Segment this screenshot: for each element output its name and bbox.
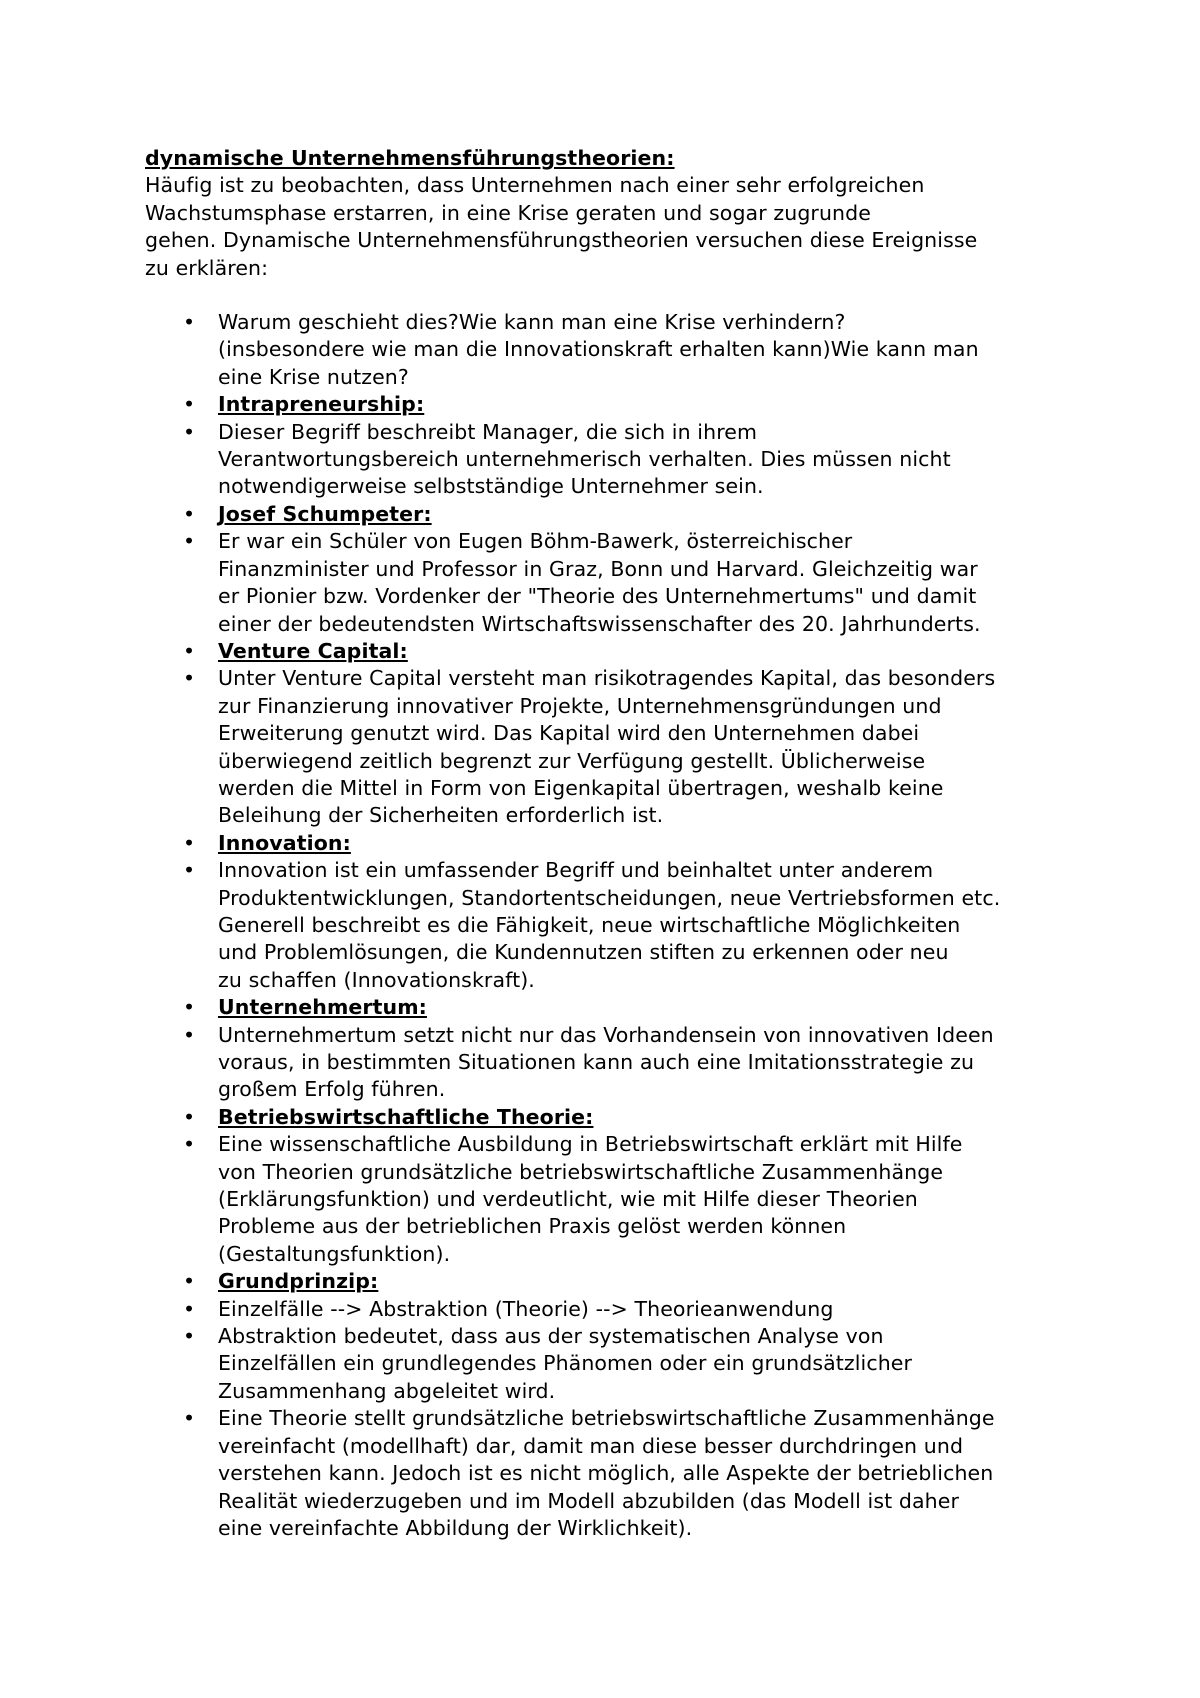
- text-line: großem Erfolg führen.: [218, 1077, 446, 1102]
- text-line: Generell beschreibt es die Fähigkeit, neue wirtschaftliche Möglichkeiten: [218, 912, 961, 937]
- bullet-icon: •: [183, 501, 196, 526]
- bullet-icon: •: [183, 858, 196, 883]
- section-heading-text: [218, 392, 424, 416]
- list-item: [145, 857, 1080, 994]
- text-line: Unternehmertum:: [218, 995, 427, 1020]
- bullet-icon: •: [183, 638, 196, 663]
- bullet-icon: •: [183, 1022, 196, 1047]
- intro-line: zu erklären:: [145, 255, 269, 280]
- text-line: Finanzminister und Professor in Graz, Bonn und Harvard. Gleichzeitig war: [218, 556, 978, 581]
- intro-line: Wachstumsphase erstarren, in eine Krise geraten und sogar zugrunde: [145, 200, 871, 225]
- text-line: eine Krise nutzen?: [218, 364, 409, 389]
- section-heading-item: [145, 830, 1080, 857]
- intro-line: Häufig ist zu beobachten, dass Unternehmen nach einer sehr erfolgreichen: [145, 173, 925, 198]
- text-line: Erweiterung genutzt wird. Das Kapital wird den Unternehmen dabei: [218, 721, 920, 746]
- text-line: verstehen kann. Jedoch ist es nicht möglich, alle Aspekte der betrieblichen: [218, 1461, 994, 1486]
- list-item: [145, 309, 1080, 391]
- text-line: Verantwortungsbereich unternehmerisch verhalten. Dies müssen nicht: [218, 447, 951, 472]
- text-line: von Theorien grundsätzliche betriebswirtschaftliche Zusammenhänge: [218, 1159, 944, 1184]
- document-title: dynamische Unternehmensführungstheorien:: [145, 146, 675, 170]
- text-line: Produktentwicklungen, Standortentscheidungen, neue Vertriebsformen etc.: [218, 885, 1001, 910]
- text-line: (insbesondere wie man die Innovationskraft erhalten kann)Wie kann man: [218, 337, 979, 362]
- list-item-text: [218, 1132, 963, 1266]
- text-line: Betriebswirtschaftliche Theorie:: [218, 1104, 594, 1129]
- section-heading-text: [218, 502, 432, 526]
- list-item-text: [218, 1297, 833, 1321]
- list-item: [145, 1131, 1080, 1268]
- text-line: Grundprinzip:: [218, 1269, 379, 1294]
- text-line: vereinfacht (modellhaft) dar, damit man diese besser durchdringen und: [218, 1433, 964, 1458]
- text-line: Unternehmertum setzt nicht nur das Vorhandensein von innovativen Ideen: [218, 1022, 994, 1047]
- text-line: voraus, in bestimmten Situationen kann auch eine Imitationsstrategie zu: [218, 1050, 975, 1074]
- text-line: Er war ein Schüler von Eugen Böhm-Bawerk, österreichischer: [218, 529, 853, 554]
- list-item-text: [218, 420, 951, 499]
- list-item: [145, 1296, 1080, 1323]
- document-page: [145, 145, 1080, 1542]
- section-heading-text: [218, 1269, 378, 1293]
- bullet-icon: •: [183, 1269, 196, 1294]
- text-line: er Pionier bzw. Vordenker der "Theorie des Unternehmertums" und damit: [218, 584, 977, 609]
- bullet-icon: •: [183, 995, 196, 1020]
- list-item: [145, 1405, 1080, 1542]
- section-heading-text: [218, 1105, 593, 1129]
- bullet-icon: •: [183, 666, 196, 691]
- section-heading-item: [145, 1268, 1080, 1295]
- bullet-icon: •: [183, 419, 196, 444]
- section-heading-item: [145, 994, 1080, 1021]
- section-heading-text: [218, 639, 408, 663]
- text-line: Dieser Begriff beschreibt Manager, die sich in ihrem: [218, 419, 758, 444]
- section-heading-text: [218, 831, 351, 855]
- text-line: Warum geschieht dies?Wie kann man eine Krise verhindern?: [218, 310, 846, 335]
- bullet-icon: •: [183, 392, 196, 417]
- text-line: Zusammenhang abgeleitet wird.: [218, 1378, 556, 1403]
- text-line: eine vereinfachte Abbildung der Wirklichkeit).: [218, 1515, 693, 1540]
- text-line: Innovation ist ein umfassender Begriff und beinhaltet unter anderem: [218, 858, 934, 883]
- section-heading-item: [145, 501, 1080, 528]
- intro-paragraph: [145, 172, 1080, 282]
- list-item: [145, 528, 1080, 638]
- text-line: Intrapreneurship:: [218, 392, 425, 417]
- list-item: [145, 1323, 1080, 1405]
- bullet-icon: •: [183, 529, 196, 554]
- bullet-icon: •: [183, 1406, 196, 1431]
- list-item: [145, 665, 1080, 829]
- list-item: [145, 1022, 1080, 1104]
- list-item: [145, 419, 1080, 501]
- text-line: Probleme aus der betrieblichen Praxis gelöst werden können: [218, 1214, 847, 1239]
- text-line: Eine wissenschaftliche Ausbildung in Betriebswirtschaft erklärt mit Hilfe: [218, 1132, 963, 1157]
- text-line: Josef Schumpeter:: [218, 501, 432, 526]
- section-heading-item: [145, 391, 1080, 418]
- bullet-icon: •: [183, 1324, 196, 1349]
- bullet-icon: •: [183, 1132, 196, 1157]
- list-item-text: [218, 1324, 912, 1403]
- list-item-text: [218, 529, 981, 635]
- list-item-text: [218, 666, 995, 827]
- text-line: Abstraktion bedeutet, dass aus der systematischen Analyse von: [218, 1324, 884, 1349]
- text-line: Unter Venture Capital versteht man risikotragendes Kapital, das besonders: [218, 666, 996, 691]
- text-line: Venture Capital:: [218, 638, 408, 663]
- bullet-icon: •: [183, 830, 196, 855]
- text-line: Einzelfälle --> Abstraktion (Theorie) --> Theorieanwendung: [218, 1296, 834, 1321]
- text-line: zur Finanzierung innovativer Projekte, Unternehmensgründungen und: [218, 693, 942, 718]
- list-item-text: [218, 858, 1000, 992]
- text-line: zu schaffen (Innovationskraft).: [218, 967, 535, 992]
- bullet-list: [145, 309, 1080, 1542]
- list-item-text: [218, 310, 979, 389]
- text-line: (Erklärungsfunktion) und verdeutlicht, wie mit Hilfe dieser Theorien: [218, 1187, 918, 1212]
- text-line: (Gestaltungsfunktion).: [218, 1241, 451, 1266]
- list-item-text: [218, 1023, 994, 1102]
- text-line: Eine Theorie stellt grundsätzliche betriebswirtschaftliche Zusammenhänge: [218, 1406, 995, 1431]
- text-line: Realität wiederzugeben und im Modell abzubilden (das Modell ist daher: [218, 1488, 959, 1513]
- bullet-icon: •: [183, 310, 196, 335]
- text-line: werden die Mittel in Form von Eigenkapital übertragen, weshalb keine: [218, 775, 944, 800]
- text-line: Innovation:: [218, 830, 351, 855]
- text-line: überwiegend zeitlich begrenzt zur Verfügung gestellt. Üblicherweise: [218, 748, 926, 773]
- bullet-icon: •: [183, 1296, 196, 1321]
- text-line: Einzelfällen ein grundlegendes Phänomen oder ein grundsätzlicher: [218, 1351, 913, 1376]
- text-line: notwendigerweise selbstständige Unternehmer sein.: [218, 474, 764, 499]
- text-line: und Problemlösungen, die Kundennutzen stiften zu erkennen oder neu: [218, 940, 949, 965]
- list-item-text: [218, 1406, 995, 1540]
- text-line: Beleihung der Sicherheiten erforderlich ist.: [218, 803, 664, 828]
- section-heading-item: [145, 638, 1080, 665]
- bullet-icon: •: [183, 1104, 196, 1129]
- section-heading-item: [145, 1104, 1080, 1131]
- text-line: einer der bedeutendsten Wirtschaftswissenschafter des 20. Jahrhunderts.: [218, 611, 981, 636]
- intro-line: gehen. Dynamische Unternehmensführungstheorien versuchen diese Ereignisse: [145, 228, 978, 253]
- section-heading-text: [218, 995, 427, 1019]
